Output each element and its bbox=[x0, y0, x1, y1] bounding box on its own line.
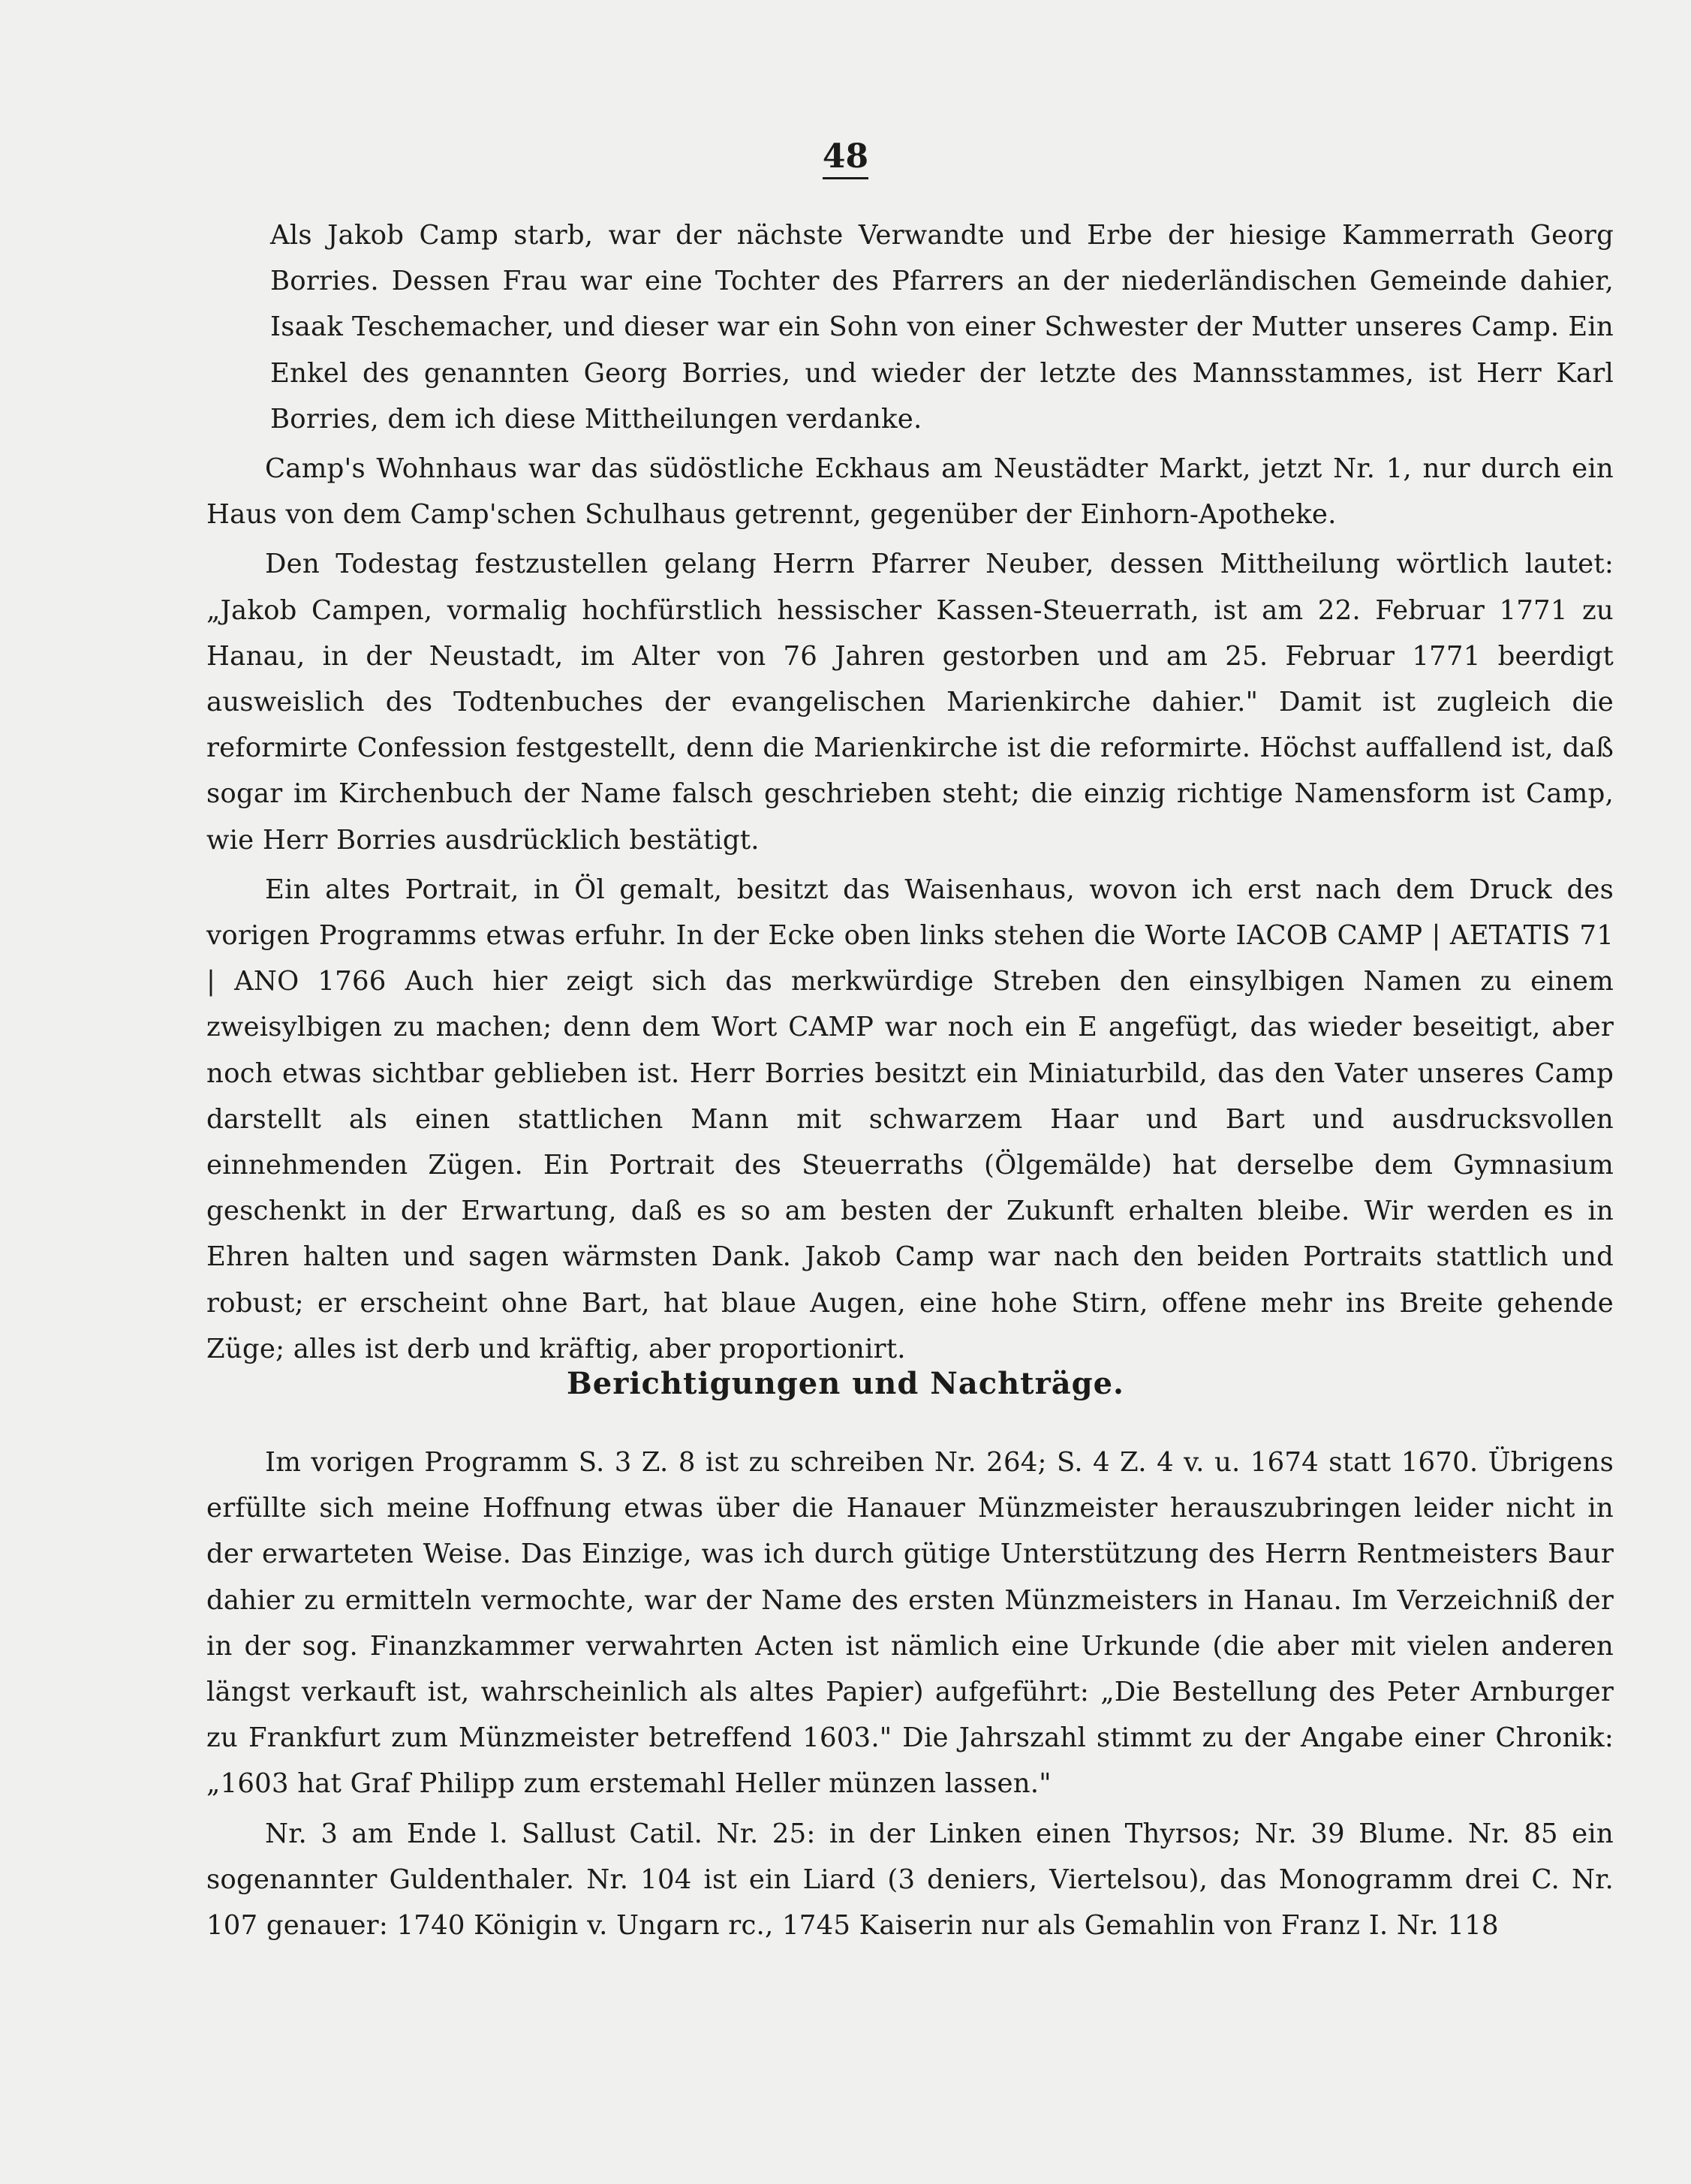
paragraph-portraits: Ein altes Portrait, in Öl gemalt, besitzt das Waisenhaus, wovon ich erst nach dem Druck des vorigen Programms etwas erfuhr. In der Ecke oben links stehen die Worte IACOB CAMP | AETATIS 71 | ANO 1766 Auch hier zeigt sich das merkwürdige Streben den einsylbigen Namen zu einem zweisylbigen zu machen; denn dem Wort CAMP war noch ein E angefügt, das wieder beseitigt, aber noch etwas sichtbar geblieben ist. Herr Borries besitzt ein Miniaturbild, das den Vater unseres Camp darstellt als einen stattlichen Mann mit schwarzem Haar und Bart und ausdrucksvollen einnehmenden Zügen. Ein Portrait des Steuerraths (Ölgemälde) hat derselbe dem Gymnasium geschenkt in der Erwartung, daß es so am besten der Zukunft erhalten bleibe. Wir werden es in Ehren halten und sagen wärmsten Dank. Jakob Camp war nach den beiden Portraits stattlich und robust; er erscheint ohne Bart, hat blaue Augen, eine hohe Stirn, offene mehr ins Breite gehende Züge; alles ist derb und kräftig, aber proportionirt. bbox=[206, 874, 1614, 1364]
paragraph-death-date: Den Todestag festzustellen gelang Herrn Pfarrer Neuber, dessen Mittheilung wörtlich lautet: „Jakob Campen, vormalig hochfürstlich hessischer Kassen-Steuerrath, ist am 22. Februar 1771 zu Hanau, in der Neustadt, im Alter von 76 Jahren gestorben und am 25. Februar 1771 beerdigt ausweislich des Todtenbuches der evangelischen Marienkirche dahier." Damit ist zugleich die reformirte Confession festgestellt, denn die Marienkirche ist die reformirte. Höchst auffallend ist, daß sogar im Kirchenbuch der Name falsch geschrieben steht; die einzig richtige Namensform ist Camp, wie Herr Borries ausdrücklich bestätigt. bbox=[206, 549, 1614, 856]
page-number bbox=[0, 137, 1691, 176]
page-number-text: 48 bbox=[823, 137, 868, 179]
paragraph-camp-heirs: Als Jakob Camp starb, war der nächste Verwandte und Erbe der hiesige Kammerrath Georg Borries. Dessen Frau war eine Tochter des Pfarrers an der niederländischen Gemeinde dahier, Isaak Teschemacher, und dieser war ein Sohn von einer Schwester der Mutter unseres Camp. Ein Enkel des genannten Georg Borries, und wieder der letzte des Mannsstammes, ist Herr Karl Borries, dem ich diese Mittheilungen verdanke. bbox=[270, 220, 1614, 435]
main-text-section bbox=[206, 212, 1614, 1376]
section-heading: Berichtigungen und Nachträge. bbox=[567, 1366, 1124, 1401]
paragraph-camp-residence: Camp's Wohnhaus war das südöstliche Eckhaus am Neustädter Markt, jetzt Nr. 1, nur durch ein Haus von dem Camp'schen Schulhaus getrennt, gegenüber der Einhorn-Apotheke. bbox=[206, 453, 1614, 531]
paragraph-corrections: Im vorigen Programm S. 3 Z. 8 ist zu schreiben Nr. 264; S. 4 Z. 4 v. u. 1674 statt 1670. Übrigens erfüllte sich meine Hoffnung etwas über die Hanauer Münzmeister herauszubringen leider nicht in der erwarteten Weise. Das Einzige, was ich durch gütige Unterstützung des Herrn Rentmeisters Baur dahier zu ermitteln vermochte, war der Name des ersten Münzmeisters in Hanau. Im Verzeichniß der in der sog. Finanzkammer verwahrten Acten ist nämlich eine Urkunde (die aber mit vielen anderen längst verkauft ist, wahrscheinlich als altes Papier) aufgeführt: „Die Bestellung des Peter Arnburger zu Frankfurt zum Münzmeister betreffend 1603." Die Jahrszahl stimmt zu der Angabe einer Chronik: „1603 hat Graf Philipp zum erstemahl Heller münzen lassen." bbox=[206, 1447, 1614, 1800]
paragraph-coin-notes: Nr. 3 am Ende l. Sallust Catil. Nr. 25: in der Linken einen Thyrsos; Nr. 39 Blume. Nr. 85 ein sogenannter Guldenthaler. Nr. 104 ist ein Liard (3 deniers, Viertelsou), das Monogramm drei C. Nr. 107 genauer: 1740 Königin v. Ungarn rc., 1745 Kaiserin nur als Gemahlin von Franz I. Nr. 118 bbox=[206, 1818, 1614, 1942]
corrections-section bbox=[206, 1439, 1614, 1952]
